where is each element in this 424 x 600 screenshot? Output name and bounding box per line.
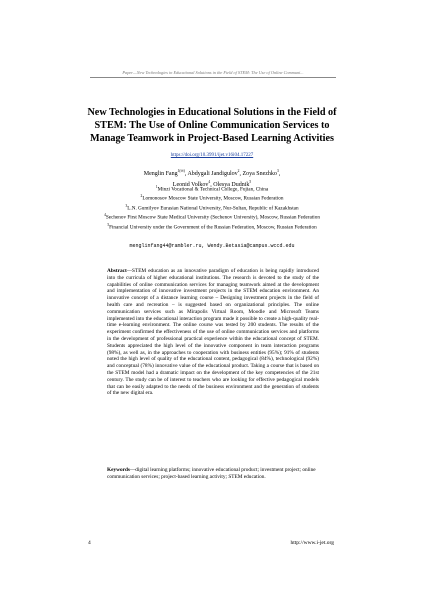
- paper-title: New Technologies in Educational Solutions in the Field of STEM: The Use of Online Communication Services to Manage Teamwork in Project-Based Learning Activities: [87, 107, 337, 144]
- journal-url[interactable]: http://www.i-jet.org: [290, 540, 334, 546]
- author-affil-mark: 5: [249, 180, 252, 184]
- author-line-1: [100, 167, 324, 178]
- author-name: , Abdygali Jandigulov: [184, 171, 238, 177]
- author-name: Menglin Fang: [143, 171, 178, 177]
- author-affil-mark: 2: [237, 169, 240, 173]
- affiliation-text: Sechenov First Moscow State Medical University (Sechenov University), Moscow, Russian Federation: [105, 215, 320, 222]
- affiliation-mark: 2: [140, 194, 143, 199]
- keywords: [107, 467, 319, 481]
- affiliation-text: Minzi Vocational & Technical College, Fujian, China: [157, 186, 269, 193]
- author-affil-mark: 3: [276, 169, 279, 173]
- keywords-text: —digital learning platforms; innovative educational product; investment project; online communication services; project-based learning activity; STEM education.: [107, 467, 316, 480]
- author-affil-mark: 1(✉): [177, 169, 185, 173]
- running-header: Paper—New Technologies in Educational Solutions in the Field of STEM: The Use of Online Communi...: [90, 70, 336, 78]
- affiliation-list: [98, 184, 326, 231]
- affiliation-item: [98, 193, 326, 202]
- affiliation-text: Financial University under the Government of the Russian Federation, Moscow, Russian Federation: [109, 224, 317, 231]
- affiliation-mark: 1: [155, 185, 158, 189]
- abstract: [107, 268, 319, 397]
- author-emails[interactable]: menglinfang44@rambler.ru, Wendy.Betasia@campus.wccd.edu: [129, 243, 295, 249]
- affiliation-mark: 4: [104, 213, 106, 218]
- affiliation-item: [98, 184, 326, 193]
- author-name: , Olesya Dudnik: [210, 182, 250, 188]
- abstract-text: —STEM education as an innovative paradigm of education is being rapidly introduced into the curricula of higher educational institutions. The research is devoted to the study of the capabilities of online communication services for managing teamwork aimed at the development and implementation of innovative investment projects in the STEM education environment. An innovative concept of a distance learning course – Designing investment projects in the field of health care and recreation – is suggested based on organizational principles. The online communication services such as Mirapolis Virtual Room, Moodle and Microsoft Teams implemented into the educational interaction program made it possible to create a high-quality real-time e-learning environment. The online course was tested by 200 students. The results of the experiment confirmed the effectiveness of the use of online communication services and platforms in the development of professional practical experience within the educational concept of STEM. Students appreciated the high level of the innovative component in team interaction programs (98%), as well as, in the approaches to cooperation with business entities (95%); 91% of students noted the high level of quality of the educational content, pedagogical (84%), technological (92%) and conceptual (78%) innovative value of the educational product. Taking a course that is based on the STEM model had a dramatic impact on the development of the key competencies of the 21st century. The study can be of interest to teachers who are looking for effective pedagogical models that can be easily adapted to the needs of the business environment and the generation of students of the new digital era.: [107, 268, 319, 397]
- author-name: , Zoya Snezhko: [239, 171, 277, 177]
- author-name: Leonid Volkov: [172, 182, 209, 188]
- affiliation-item: [98, 222, 326, 231]
- affiliation-item: [98, 212, 326, 221]
- affiliation-text: Lomonosov Moscow State University, Moscow, Russian Federation: [142, 196, 284, 203]
- affiliation-mark: 3: [125, 203, 128, 208]
- author-separator: ,: [278, 171, 281, 177]
- affiliation-text: L.N. Gumilyov Eurasian National University, Nur-Sultan, Republic of Kazakhstan: [127, 205, 299, 212]
- keywords-label: Keywords: [107, 467, 130, 473]
- affiliation-mark: 5: [107, 222, 110, 227]
- page-number: 4: [88, 540, 91, 546]
- author-affil-mark: 4: [208, 180, 211, 184]
- doi-link[interactable]: https://doi.org/10.3991/ijet.v16i04.17227: [170, 153, 254, 158]
- abstract-label: Abstract: [107, 268, 127, 274]
- affiliation-item: [98, 203, 326, 212]
